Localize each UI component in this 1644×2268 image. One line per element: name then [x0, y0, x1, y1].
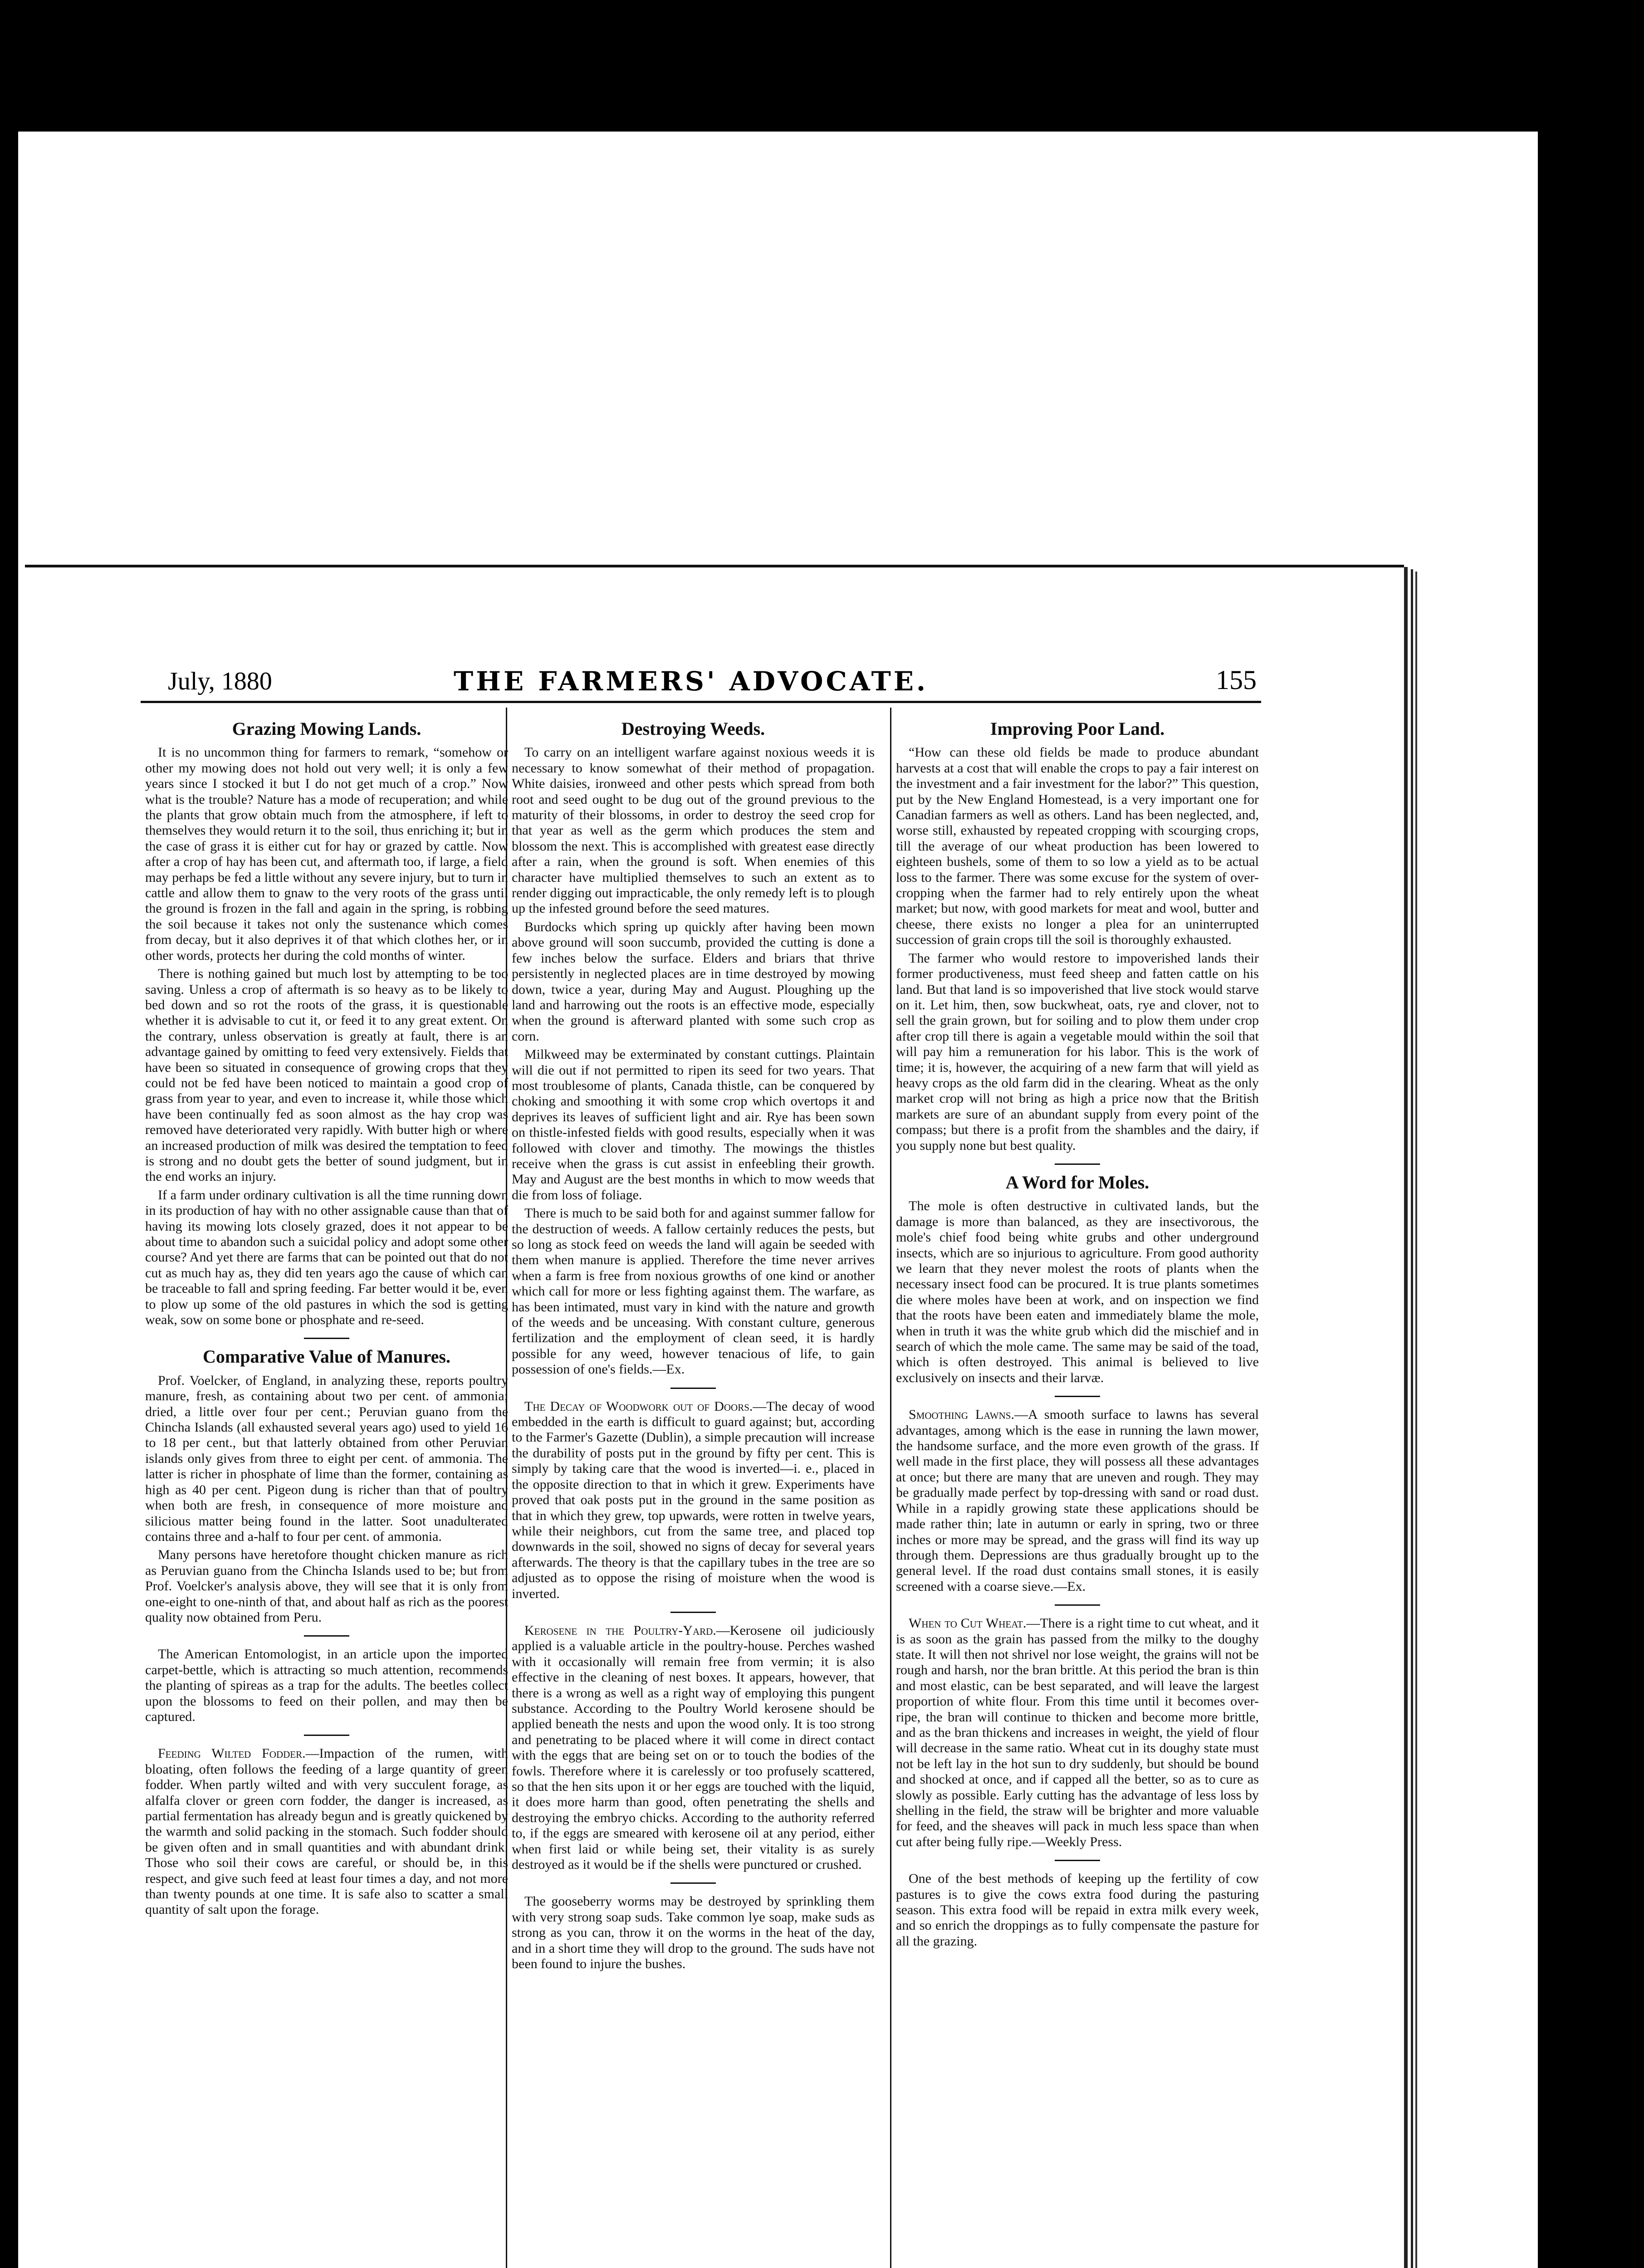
article-heading: Improving Poor Land. — [990, 719, 1165, 739]
issue-date: July, 1880 — [168, 667, 272, 695]
article-paragraph: The mole is often destructive in cultivated lands, but the damage is more than balanced, as they are insectivorous, the mole's chief food being white grubs and other underground insects, which are so injurious to agriculture. From good authority we learn that they never molest the roots of plants when the necessary insect food can be procured. It is true plants sometimes die where moles have been at work, and on inspection we find that the roots have been eaten and immediately blame the mole, when in truth it was the white grub which did the mischief and in search of which the mole came. The same may be said of the toad, which is often destroyed. This animal is believed to live exclusively on insects and their larvæ. — [896, 1198, 1259, 1385]
header-rule — [141, 701, 1261, 703]
article-paragraph: There is much to be said both for and against summer fallow for the destruction of weeds. A fallow certainly reduces the pests, but so long as stock feed on weeds the land will again be seeded with them when manure is applied. Therefore the time never arrives when a farm is free from noxious growths of one kind or another which call for more or less fighting against them. The warfare, as has been intimated, must vary in kind with the nature and growth of the weeds and be unceasing. With constant culture, generous fertilization and the employment of clean seed, it is hardly possible for any weed, however tenacious of life, to gain possession of one's fields.—Ex. — [512, 1206, 875, 1377]
section-separator — [1055, 1860, 1100, 1861]
page-edge-line — [1411, 569, 1413, 2268]
article-paragraph — [145, 1746, 508, 1917]
section-separator — [1055, 1163, 1100, 1165]
article-paragraph — [896, 1616, 1259, 1850]
article-paragraph — [512, 1623, 875, 1873]
article-paragraph: Milkweed may be exterminated by constant cuttings. Plaintain will die out if not permitted to ripen its seed for two years. That most troublesome of plants, Canada thistle, can be conquered by choking and smoothing it with some crop which overtops it and deprives its leaves of sufficient light and air. Rye has been sown on thistle-infested fields with good results, especially when it was followed with clover and timothy. The mowings the thistles receive when the grass is cut assist in enfeebling their growth. May and August are the best months in which to mow weeds that die from loss of foliage. — [512, 1047, 875, 1202]
column-divider — [890, 708, 891, 2268]
section-separator — [1055, 1604, 1100, 1606]
column-1 — [145, 717, 508, 1921]
paragraph-lead: The Decay of Woodwork out of Doors. — [524, 1398, 753, 1414]
article-paragraph: The American Entomologist, in an article upon the imported carpet-bettle, which is attracting so much attention, recommends the planting of spireas as a trap for the adults. The beetles collect upon the blossoms to feed on their pollen, and may then be captured. — [145, 1647, 508, 1724]
section-separator — [670, 1882, 716, 1884]
paragraph-text: —A smooth surface to lawns has several advantages, among which is the ease in running the lawn mower, the handsome surface, and the more even growth of the grass. If well made in the first place, they will possess all these advantages at once; but there are many that are uneven and rough. They may be gradually made perfect by top-dressing with sand or road dust. While in a rapidly growing state these applications should be made rather thin; late in autumn or early in spring, two or three inches or more may be spread, and the grass will find its way up through them. Depressions are thus gradually brought up to the general level. If the road dust contains small stones, it is easily screened with a coarse sieve.—Ex. — [896, 1407, 1259, 1594]
article-heading: A Word for Moles. — [1005, 1172, 1150, 1193]
paragraph-text: —The decay of wood embedded in the earth is difficult to guard against; but, according to the Farmer's Gazette (Dublin), a simple precaution will increase the durability of posts put in the ground by fifty per cent. This is simply by taking care that the wood is inverted—i. e., placed in the opposite direction to that in which it grew. Experiments have proved that oak posts put in the ground in the same position as that in which they grew, top upwards, were rotten in twelve years, while their neighbors, cut from the same tree, and placed top downwards in the soil, showed no signs of decay for several years afterwards. The theory is that the capillary tubes in the tree are so adjusted as to oppose the rising of moisture when the wood is inverted. — [512, 1398, 875, 1601]
page-number: 155 — [1216, 665, 1257, 695]
article-paragraph: Prof. Voelcker, of England, in analyzing these, reports poultry manure, fresh, as containing about two per cent. of ammonia; dried, a little over four per cent.; Peruvian guano from the Chincha Islands (all exhausted several years ago) used to yield 16 to 18 per cent., but that latterly obtained from other Peruvian islands only gives from three to eight per cent. of ammonia. The latter is richer in phosphate of lime than the former, containing as high as 40 per cent. Pigeon dung is richer than that of poultry when both are fresh, in consequence of more moisture and silicious matter being found in the latter. Soot unadulterated contains three and a-half to four per cent. of ammonia. — [145, 1373, 508, 1544]
column-2 — [512, 717, 875, 1975]
page-edge-line — [1415, 572, 1417, 2268]
article-paragraph: The farmer who would restore to impoverished lands their former productiveness, must feed sheep and fatten cattle on his land. But that land is so impoverished that live stock would starve on it. Let him, then, sow buckwheat, oats, rye and clover, not to sell the grain grown, but for soiling and to plow them under crop after crop till there is again a vegetable mould within the soil that will pay him a remuneration for his labor. This is the work of time; it is, however, the acquiring of a new farm that will yield as heavy crops as the old farm did in the clearing. Wheat as the only market crop will not bring as high a price now that the British markets are sure of an abundant supply from every point of the compass; but there is a profit from the shambles and the dairy, if you supply none but best quality. — [896, 950, 1259, 1153]
article-paragraph: The gooseberry worms may be destroyed by sprinkling them with very strong soap suds. Take common lye soap, make suds as strong as you can, throw it on the worms in the heat of the day, and in a short time they will drop to the ground. The suds have not been found to injure the bushes. — [512, 1894, 875, 1972]
section-separator — [304, 1338, 349, 1339]
article-paragraph — [896, 1407, 1259, 1594]
scanner-top-border — [0, 0, 1644, 132]
article-heading: Grazing Mowing Lands. — [232, 719, 421, 739]
paragraph-text: —Impaction of the rumen, with bloating, often follows the feeding of a large quantity of green fodder. When partly wilted and with very succulent forage, as alfalfa clover or green corn fodder, the danger is increased, as partial fermentation has already begun and is greatly quickened by the warmth and solid packing in the stomach. Such fodder should be given often and in small quantities and with abundant drink. Those who soil their cows are careful, or should be, in this respect, and give such feed at least four times a day, and not more than twenty pounds at one time. It is safe also to scatter a small quantity of salt upon the forage. — [145, 1746, 508, 1917]
article-paragraph: One of the best methods of keeping up the fertility of cow pastures is to give the cows extra food during the pasturing season. This extra food will be repaid in extra milk every week, and so enrich the droppings as to fully compensate the pasture for all the grazing. — [896, 1871, 1259, 1949]
article-paragraph: It is no uncommon thing for farmers to remark, “somehow or other my mowing does not hold out very well; it is only a few years since I stocked it but I do not get much of a crop.” Now what is the trouble? Nature has a mode of recuperation; and while the plants that grow obtain much from the atmosphere, if left to themselves they would return it to the soil, thus enriching it; but in the case of grass it is either cut for hay or grazed by cattle. Now after a crop of hay has been cut, and aftermath too, if large, a field may perhaps be fed a little without any severe injury, but to turn in cattle and allow them to gnaw to the very roots of the grass until the ground is frozen in the fall and again in the spring, is robbing the soil because it takes not only the sustenance which comes from decay, but it also deprives it of that which clothes her, or in other words, protects her during the cold months of winter. — [145, 745, 508, 963]
section-separator — [304, 1735, 349, 1736]
article-heading: Destroying Weeds. — [621, 719, 765, 739]
article-heading: Comparative Value of Manures. — [203, 1346, 450, 1367]
section-separator — [304, 1635, 349, 1637]
paragraph-lead: Feeding Wilted Fodder. — [158, 1746, 306, 1761]
article-paragraph: To carry on an intelligent warfare against noxious weeds it is necessary to know somewhat of their method of propagation. White daisies, ironweed and other pests which spread from both root and seed ought to be dug out of the ground previous to the maturity of their blossoms, in order to destroy the seed crop for that year as well as the germ which produces the stem and blossom the next. This is accomplished with greatest ease directly after a rain, when the ground is soft. When enemies of this character have multiplied themselves to such an extent as to render digging out impracticable, the only remedy left is to plough up the infested ground before the seed matures. — [512, 745, 875, 916]
paragraph-text: —Kerosene oil judiciously applied is a valuable article in the poultry-house. Perches washed with it occasionally will remain free from vermin; it is also effective in the cleaning of nest boxes. It appears, however, that there is a wrong as well as a right way of employing this pungent substance. According to the Poultry World kerosene should be applied beneath the nests and upon the wood only. It is too strong and penetrating to be placed where it will come in direct contact with the eggs that are being set on or to touch the bodies of the fowls. Therefore where it is carelessly or too profusely scattered, so that the hen sits upon it or her eggs are touched with the liquid, it does more harm than good, often penetrating the shells and destroying the embryo chicks. According to the authority referred to, if the eggs are smeared with kerosene oil at any period, either when first laid or while being set, their vitality is as surely destroyed as it would be if the shells were punctured or crushed. — [512, 1623, 875, 1872]
paragraph-text: —There is a right time to cut wheat, and it is as soon as the grain has passed from the milky to the doughy state. It will then not shrivel nor lose weight, the grains will not be rough and harsh, nor the bran brittle. At this period the bran is thin and most elastic, can be best separated, and will leave the largest proportion of white flour. From this time until it becomes over-ripe, the bran will continue to thicken and become more brittle, and as the bran thickens and increases in weight, the yield of flour will decrease in the same ratio. Wheat cut in its doughy state must not be left lay in the hot sun to dry suddenly, but should be bound and shocked at once, and if capped all the better, so as to cure as slowly as possible. Early cutting has the advantage of less loss by shelling in the field, the straw will be brighter and more valuable for feed, and the sheaves will pack in much less space than when cut after being fully ripe.—Weekly Press. — [896, 1616, 1259, 1849]
page-edge-line — [1404, 567, 1408, 2268]
article-paragraph: If a farm under ordinary cultivation is all the time running down in its production of hay with no other assignable cause than that of having its mowing lots closely grazed, does it not appear to be about time to abandon such a suicidal policy and adopt some other course? And yet there are farms that can be pointed out that do not cut as much hay as, they did ten years ago the cause of which can be traceable to fall and spring feeding. Far better would it be, even to plow up some of the old pastures in which the sod is getting weak, sow on some bone or phosphate and re-seed. — [145, 1187, 508, 1328]
section-separator — [1055, 1396, 1100, 1397]
article-paragraph: There is nothing gained but much lost by attempting to be too saving. Unless a crop of aftermath is so heavy as to be likely to bed down and so rot the roots of the grass, it is questionable whether it is advisable to cut it, or feed it to any great extent. On the contrary, unless observation is greatly at fault, there is an advantage gained by omitting to feed very extensively. Fields that have been so situated in consequence of growing crops that they could not be fed have been noticed to maintain a good crop of grass from year to year, and even to increase it, while those which have been continually fed as soon almost as the hay crop was removed have deteriorated very rapidly. With butter high or where an increased production of milk was desired the temptation to feed is strong and no doubt gets the better of sound judgment, but in the end works an injury. — [145, 966, 508, 1184]
section-separator — [670, 1612, 716, 1613]
paragraph-lead: When to Cut Wheat. — [909, 1616, 1027, 1631]
article-paragraph: Burdocks which spring up quickly after having been mown above ground will soon succumb, provided the cutting is done a few inches below the surface. Elders and briars that thrive persistently in neglected places are in time destroyed by mowing down, twice a year, during May and August. Ploughing up the land and harrowing out the roots is an effective mode, especially when the ground is afterward planted with some such crop as corn. — [512, 919, 875, 1044]
paragraph-lead: Smoothing Lawns. — [909, 1407, 1014, 1422]
article-paragraph: “How can these old fields be made to produce abundant harvests at a cost that will enable the crops to pay a fair interest on the investment and a fair investment for the labor?” This question, put by the New England Homestead, is a very important one for Canadian farmers as well as others. Land has been neglected, and, worse still, exhausted by repeated cropping with scourging crops, till the average of our wheat production has been lowered to eighteen bushels, some of them to so low a yield as to be actual loss to the farmer. There was some excuse for the system of over-cropping when the farmer had to rely entirely upon the wheat market; but now, with good markets for meat and wool, butter and cheese, there exists no longer a plea for an uninterrupted succession of grain crops till the soil is thoroughly exhausted. — [896, 745, 1259, 948]
masthead-title: THE FARMERS' ADVOCATE. — [454, 666, 929, 697]
page-header — [141, 662, 1261, 699]
paragraph-lead: Kerosene in the Poultry-Yard. — [524, 1623, 716, 1638]
article-paragraph: Many persons have heretofore thought chicken manure as rich as Peruvian guano from the Chincha Islands used to be; but from Prof. Voelcker's analysis above, they will see that it is only from one-eight to one-ninth of that, and about half as rich as the poorest quality now obtained from Peru. — [145, 1547, 508, 1625]
column-3 — [896, 717, 1259, 1952]
section-separator — [670, 1388, 716, 1389]
scanner-right-border — [1538, 132, 1644, 2268]
scan-left-edge — [0, 132, 18, 2268]
article-paragraph — [512, 1399, 875, 1602]
